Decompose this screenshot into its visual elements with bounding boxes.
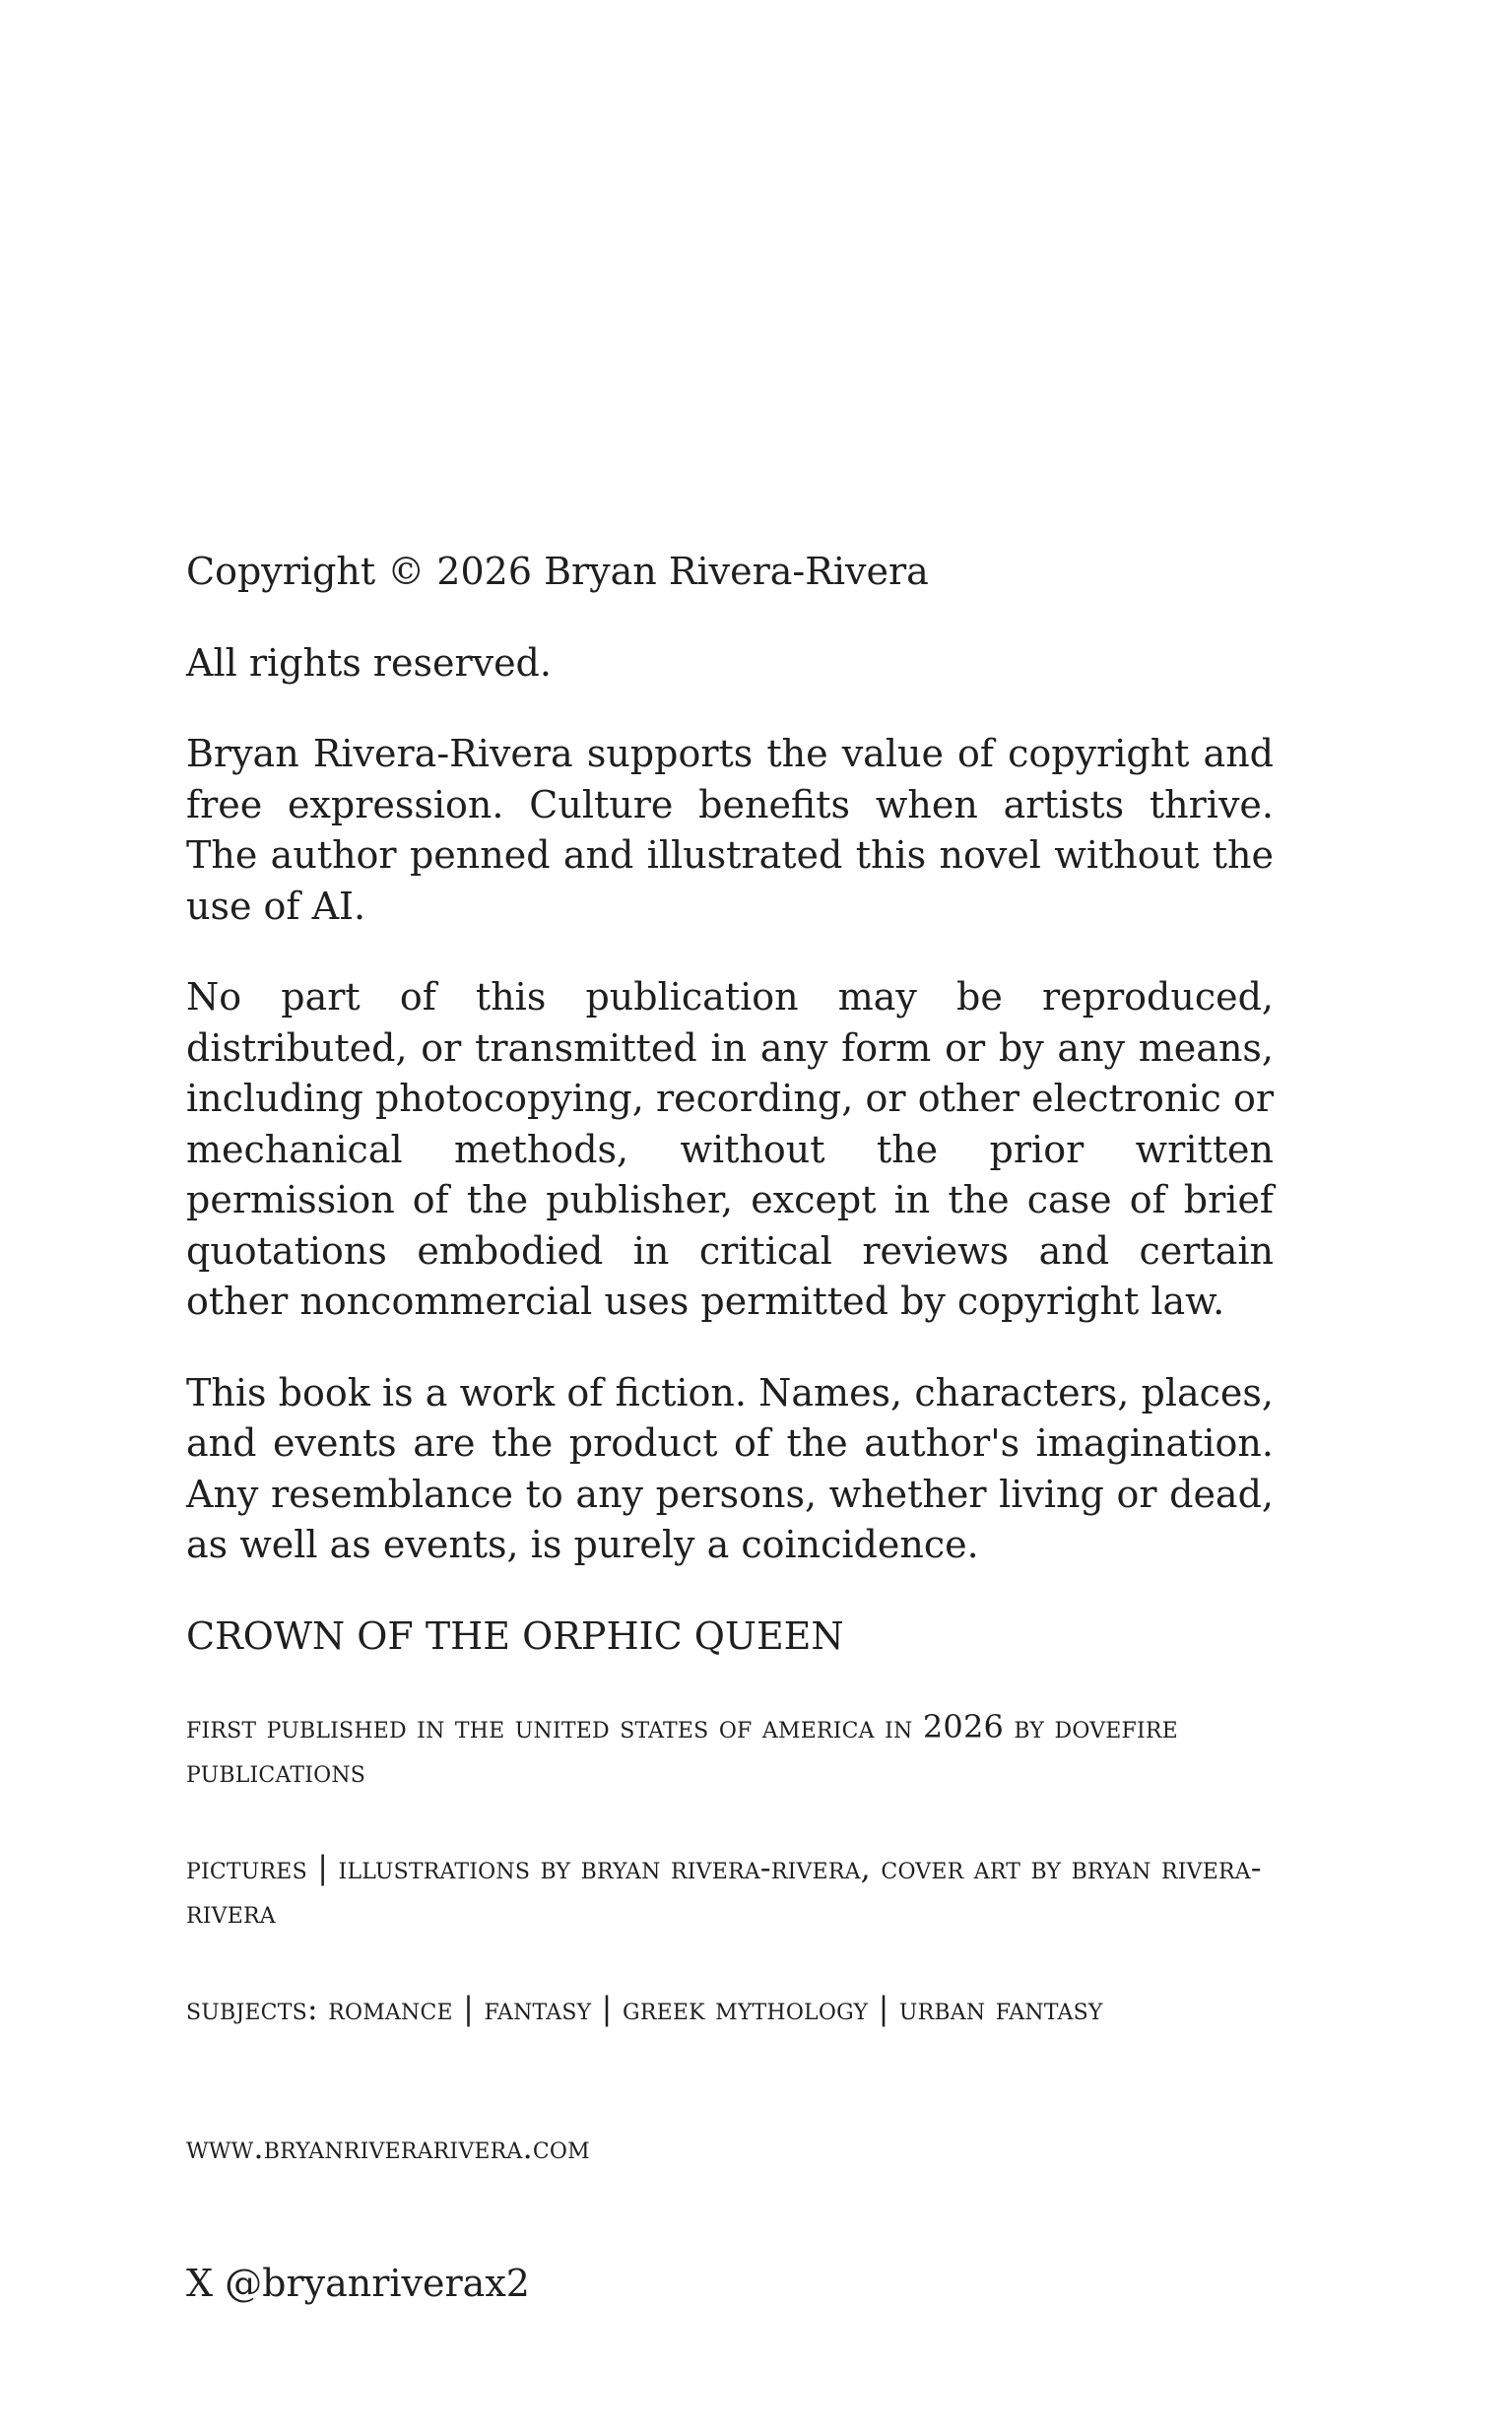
support-statement: Bryan Rivera-Rivera supports the value of copyright and free expression. Culture benefits when artists thrive. The author penned and illustrated this novel without the use of AI. <box>186 732 1274 928</box>
fiction-disclaimer: This book is a work of fiction. Names, characters, places, and events are the product of the author's imagination. Any resemblance to any persons, whether living or dead, as well as events, is purely a coincidence. <box>186 1370 1274 1566</box>
social-handle[interactable]: X @bryanriverax2 <box>186 2262 530 2305</box>
pictures-credit-line: pictures | illustrations by bryan rivera-rivera, cover art by bryan rivera-rivera <box>186 1849 1262 1931</box>
permissions-notice: No part of this publication may be reproduced, distributed, or transmitted in any form or by any means, including photocopying, recording, or other electronic or mechanical methods, without the prior written permission of the publisher, except in the case of brief quotations embodied in critical reviews and certain other noncommercial uses permitted by copyright law. <box>186 975 1274 1323</box>
subjects-line: subjects: romance | fantasy | greek mythology | urban fantasy <box>186 1990 1103 2027</box>
copyright-content <box>186 547 1274 2309</box>
website-link[interactable]: www.bryanriverarivera.com <box>186 2129 590 2166</box>
book-title: CROWN OF THE ORPHIC QUEEN <box>186 1613 844 1658</box>
first-published-line: first published in the united states of america in 2026 by dovefire publications <box>186 1708 1178 1790</box>
copyright-line: Copyright © 2026 Bryan Rivera-Rivera <box>186 550 929 593</box>
rights-reserved: All rights reserved. <box>186 640 552 685</box>
